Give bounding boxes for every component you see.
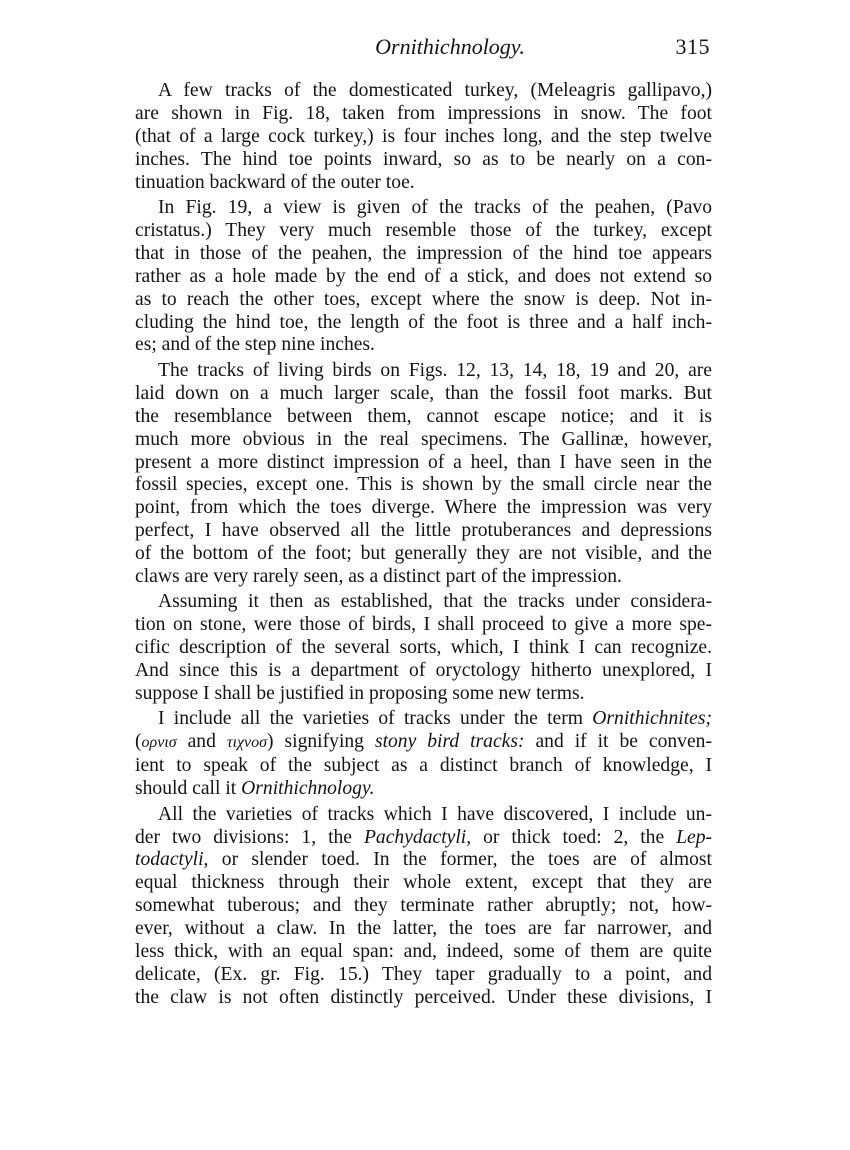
text-line: perfect, I have observed all the little protuberances and depressions: [135, 520, 712, 542]
text-line: the resemblance between them, cannot escape notice; and it is: [135, 405, 712, 427]
text-line: es; and of the step nine inches.: [135, 334, 375, 356]
text-run: or thick toed: 2, the: [471, 826, 677, 848]
text-line: equal thickness through their whole extent, except that they are: [135, 872, 712, 894]
text-line: cristatus.) They very much resemble those of the turkey, except: [135, 219, 712, 241]
text-line: that in those of the peahen, the impression of the hind toe appears: [135, 242, 712, 264]
text-line: In Fig. 19, a view is given of the tracks of the peahen, (Pavo: [158, 197, 712, 219]
greek-word: τιχνοσ: [226, 734, 268, 752]
term-leptodactyli-part: todactyli,: [135, 849, 209, 871]
paragraph-living-birds: [135, 360, 712, 589]
text-line: (that of a large cock turkey,) is four inches long, and the step twelve: [135, 125, 712, 147]
running-title: Ornithichnology.: [375, 34, 525, 59]
text-line: [135, 708, 712, 731]
text-line: cluding the hind toe, the length of the foot is three and a half inch-: [135, 311, 712, 333]
text-line: point, from which the toes diverge. Where the impression was very: [135, 497, 712, 519]
text-line: tion on stone, were those of birds, I shall proceed to give a more spe-: [135, 614, 712, 636]
text-line: [135, 778, 712, 801]
term-leptodactyli-part: Lep-: [676, 826, 713, 848]
text-line: much more obvious in the real specimens. The Gallinæ, however,: [135, 428, 712, 450]
text-line: tinuation backward of the outer toe.: [135, 171, 415, 193]
paragraph-turkey-tracks: [135, 80, 712, 195]
running-header: [135, 34, 710, 64]
text-line: [135, 827, 712, 850]
text-line: ient to speak of the subject as a distinct branch of knowledge, I: [135, 755, 712, 777]
text-line: cific description of the several sorts, which, I think I can recognize.: [135, 637, 712, 659]
text-line: And since this is a department of oryctology hitherto unexplored, I: [135, 660, 712, 682]
text-line: less thick, with an equal span: and, indeed, some of them are quite: [135, 941, 712, 963]
text-line: ever, without a claw. In the latter, the toes are far narrower, and: [135, 918, 712, 940]
term-pachydactyli: Pachydactyli,: [363, 826, 472, 848]
paragraph-terminology: [135, 708, 712, 801]
text-line: as to reach the other toes, except where the snow is deep. Not in-: [135, 288, 712, 310]
text-line: inches. The hind toe points inward, so as to be nearly on a con-: [135, 148, 712, 170]
text-line: claws are very rarely seen, as a distinct part of the impression.: [135, 566, 622, 588]
italic-phrase: stony bird tracks:: [374, 731, 525, 753]
text-line: [135, 731, 712, 755]
text-line: Assuming it then as established, that the tracks under considera-: [158, 591, 712, 613]
text-line: fossil species, except one. This is shown by the small circle near the: [135, 474, 712, 496]
text-run: ) signifying: [267, 731, 375, 753]
text-run: der two divisions: 1, the: [135, 826, 364, 848]
text-run: or slender toed. In the former, the toes are of almost: [208, 849, 712, 871]
paragraph-divisions: [135, 804, 712, 1010]
text-run: should call it: [135, 778, 242, 800]
text-line: rather as a hole made by the end of a stick, and does not extend so: [135, 265, 712, 287]
text-run: and: [176, 731, 227, 753]
text-line: The tracks of living birds on Figs. 12, 13, 14, 18, 19 and 20, are: [158, 359, 712, 381]
greek-word: ορνισ: [141, 734, 177, 752]
text-line: of the bottom of the foot; but generally they are not visible, and the: [135, 543, 712, 565]
text-line: A few tracks of the domesticated turkey, (Meleagris gallipavo,): [158, 80, 712, 101]
text-run: and if it be conven-: [524, 731, 712, 753]
paragraph-assumption: [135, 591, 712, 706]
text-line: present a more distinct impression of a heel, than I have seen in the: [135, 451, 712, 473]
text-line: the claw is not often distinctly perceived. Under these divisions, I: [135, 986, 712, 1008]
text-line: delicate, (Ex. gr. Fig. 15.) They taper gradually to a point, and: [135, 963, 712, 985]
text-line: laid down on a much larger scale, than the fossil foot marks. But: [135, 382, 712, 404]
text-run: (: [135, 731, 142, 753]
text-line: somewhat tuberous; and they terminate rather abruptly; not, how-: [135, 895, 712, 917]
term-ornithichnology: Ornithichnology.: [241, 778, 375, 800]
text-run: I include all the varieties of tracks under the term: [158, 708, 593, 730]
page-number: 315: [675, 34, 710, 59]
paragraph-peahen-tracks: [135, 197, 712, 357]
text-line: suppose I shall be justified in proposing some new terms.: [135, 683, 585, 705]
text-line: are shown in Fig. 18, taken from impressions in snow. The foot: [135, 102, 712, 124]
text-line: [135, 849, 712, 872]
term-ornithichnites: Ornithichnites;: [592, 708, 712, 730]
text-line: All the varieties of tracks which I have discovered, I include un-: [158, 803, 712, 825]
body-text: [135, 80, 712, 1010]
